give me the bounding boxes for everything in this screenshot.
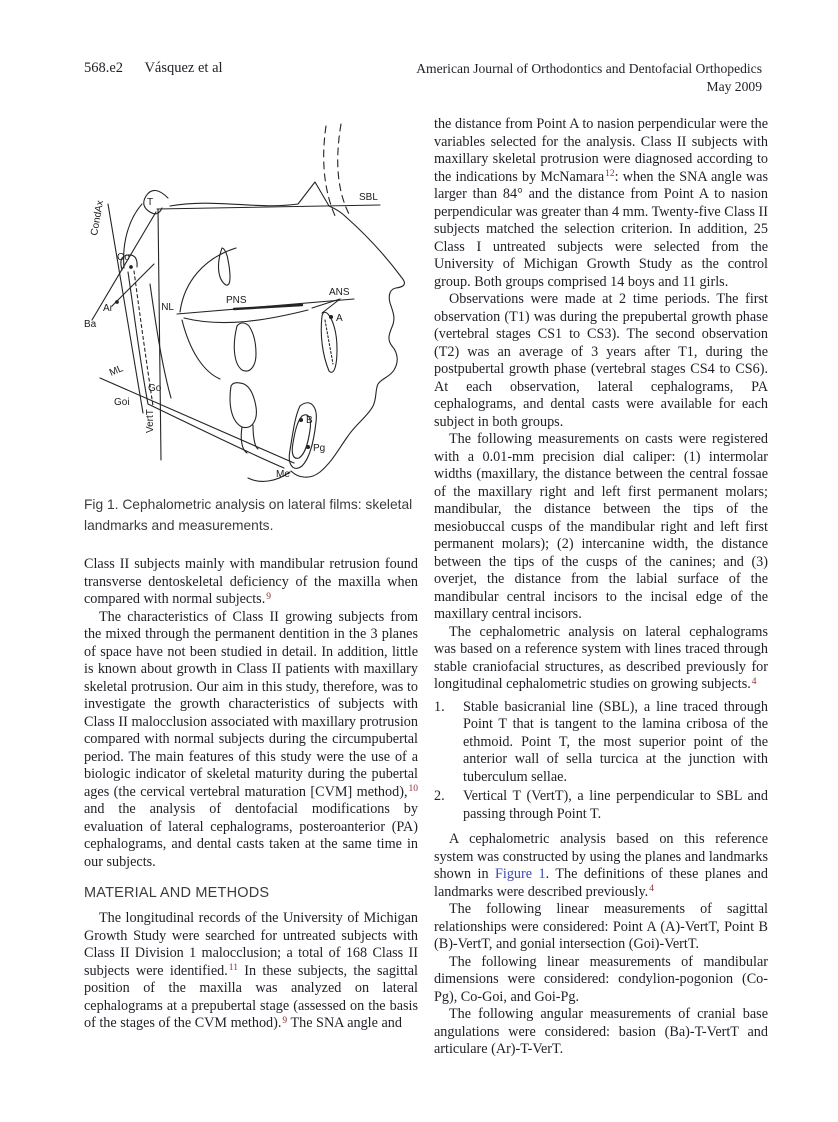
figure-label-pns: PNS [226, 295, 247, 306]
reference-superscript[interactable]: 4 [751, 676, 757, 687]
paragraph: The following measurements on casts were registered with a 0.01-mm precision dial caliper: (1) intermolar widths (maxillary, the distance between the central fossae of the maxillary right and left first permanent molars; mandibular, the distance between the tips of the mesiobuccal cusps of the mandibular right and left first permanent molars); (2) intercanine width, the distance between the tips of the cusps of the canines; and (3) overjet, the distance from the labial surface of the mandibular central incisors to the incisal edge of the maxillary central incisors. [434, 431, 768, 622]
paragraph: the distance from Point A to nasion perpendicular were the variables selected for the analysis. Class II subjects with maxillary skeletal protrusion were diagnosed according to the indications by McNamara$^{12}$: when the SNA angle was larger than 84° and the distance from Point A to nasion perpendicular was greater than 4 mm. Twenty-five Class II subjects matched the selection criterion. In addition, 25 Class I untreated subjects were selected from the University of Michigan Growth Study as the control group. Both groups comprised 14 boys and 11 girls. [434, 116, 769, 290]
vertt-line [158, 209, 161, 460]
paragraph: The cephalometric analysis on lateral cephalograms was based on a reference system with lines traced through stable craniofacial structures, as described previously for longitudinal cephalometric studies on growing subjects.$^4$ [434, 623, 768, 692]
list-item-text: Stable basicranial line (SBL), a line traced through Point T that is tangent to the lamina cribosa of the ethmoid. Point T, the most superior point of the anterior wall of sella turcica at the junction with tuberculum sellae. [463, 698, 768, 785]
reference-superscript[interactable]: 11 [228, 963, 238, 973]
reference-superscript[interactable]: 9 [282, 1015, 288, 1026]
paragraph: The longitudinal records of the University of Michigan Growth Study were searched for untreated subjects with Class II Division 1 malocclusion; a total of 168 Class II subjects were identified.$^{11}$ In these subjects, the sagittal position of the maxilla was analyzed on lateral cephalograms at a prepubertal stage (assessed on the basis of the stages of the CVM method).$^9$ The SNA angle and [84, 910, 418, 1031]
list-item-number: 1. [434, 698, 445, 715]
page-number: 568.e2 [84, 60, 124, 76]
figure-label-goi: Goi [114, 397, 130, 408]
paragraph: A cephalometric analysis based on this reference system was constructed by using the planes and landmarks shown in Figure 1. The definitions of these planes and landmarks were described previously.$^4$ [434, 831, 768, 900]
running-authors: Vásquez et al [144, 60, 223, 76]
paragraph: The characteristics of Class II growing subjects from the mixed through the permanent dentition in the 3 planes of space have not been studied in detail. In addition, little is known about growth in Class II patients with maxillary skeletal protrusion. Our aim in this study, therefore, was to investigate the growth characteristics of subjects with Class II malocclusion associated with maxillary protrusion compared with normal subjects during the circumpubertal period. The main features of this study were the use of a biologic indicator of skeletal maturity during the pubertal ages (the cervical vertebral maturation [CVM] method),$^{10}$ and the analysis of dentofacial modifications by evaluation of lateral cephalograms, posteroanterior (PA) cephalograms, and dental casts taken at the same time in our subjects. [84, 608, 418, 870]
running-header-left [84, 60, 223, 77]
figure-label-nl: NL [161, 302, 174, 313]
numbered-list [434, 699, 768, 824]
figure-label-a: A [336, 313, 343, 324]
cephalometric-tracing [84, 120, 420, 488]
condax-line [108, 204, 143, 413]
figure-label-ans: ANS [329, 287, 350, 298]
list-item-number: 2. [434, 788, 445, 804]
reference-superscript[interactable]: 10 [408, 784, 418, 794]
figure-reference-link[interactable]: Figure 1 [494, 866, 546, 882]
figure-label-go: Go [148, 383, 162, 394]
figure-label-b: B [306, 415, 313, 426]
reference-superscript[interactable]: 12 [605, 169, 615, 179]
figure-caption: Fig 1. Cephalometric analysis on lateral films: skeletal landmarks and measurements. [84, 497, 413, 533]
figure-label-pg: Pg [313, 443, 326, 454]
figure-label-condax: CondAx [89, 199, 107, 237]
figure-label-co: Co [117, 252, 130, 263]
issue-date: May 2009 [706, 79, 762, 94]
figure-label-vertt: VertT [145, 409, 156, 433]
ml-line [100, 378, 294, 463]
list-item-text: Vertical T (VertT), a line perpendicular to SBL and passing through Point T. [463, 788, 768, 822]
paragraph: The following linear measurements of sagittal relationships were considered: Point A (A)-VertT, Point B (B)-VertT, and gonial intersection (Goi)-VertT. [434, 901, 768, 952]
journal-title: American Journal of Orthodontics and Dentofacial Orthopedics [416, 61, 762, 76]
reference-superscript[interactable]: 4 [649, 884, 654, 894]
paragraph: The following linear measurements of mandibular dimensions were considered: condylion-pogonion (Co-Pg), Co-Goi, and Goi-Pg. [434, 953, 768, 1005]
figure-1 [84, 120, 420, 536]
ar-t-line [112, 264, 154, 306]
numbered-list-item [434, 699, 768, 787]
reference-superscript[interactable]: 9 [266, 591, 271, 602]
paragraph: Class II subjects mainly with mandibular retrusion found transverse dentoskeletal deficiency of the maxilla when compared with normal subjects.$^9$ [84, 556, 418, 607]
figure-label-me: Me [276, 469, 290, 480]
paragraph: Observations were made at 2 time periods. The first observation (T1) was during the prepubertal growth phase (vertebral stages CS1 to CS3). The second observation (T2) was an average of 3 years after T1, during the postpubertal growth phase (vertebral stages CS4 to CS6). At each observation, lateral cephalograms, PA cephalograms, and dental casts were available for each subject in both groups. [434, 291, 768, 430]
figure-label-t: T [147, 197, 154, 208]
figure-label-ml: ML [107, 363, 125, 379]
paragraph: The following angular measurements of cranial base angulations were considered: basion (Ba)-T-VertT and articulare (Ar)-T-VerT. [434, 1006, 768, 1057]
methods-section [84, 884, 418, 1033]
figure-label-sbl: SBL [359, 192, 378, 203]
figure-label-ar: Ar [103, 303, 113, 314]
numbered-list-item [434, 788, 768, 823]
figure-label-ba: Ba [84, 319, 97, 330]
right-column [434, 116, 768, 1059]
section-heading: MATERIAL AND METHODS [84, 885, 270, 901]
running-header-right [416, 60, 762, 96]
left-column [84, 556, 418, 871]
